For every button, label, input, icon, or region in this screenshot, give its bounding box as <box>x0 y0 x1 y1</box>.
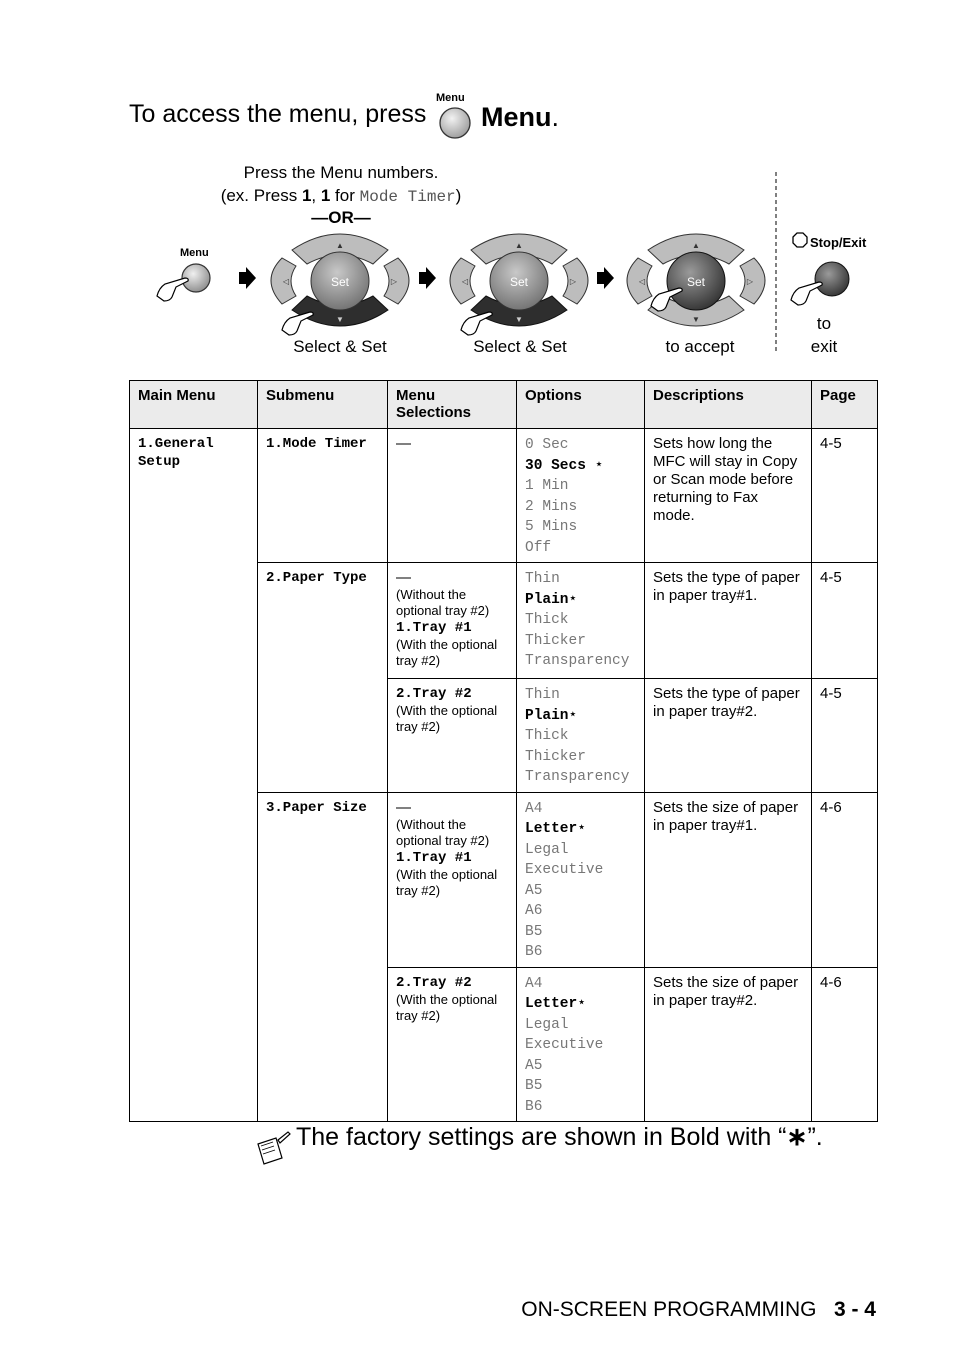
header-page: Page <box>812 381 878 429</box>
factory-default-star-icon: ∗ <box>786 1123 808 1151</box>
svg-text:▲: ▲ <box>515 241 523 250</box>
instruction-line-1: Press the Menu numbers. <box>243 163 439 182</box>
caption-select-set-1: Select & Set <box>293 337 387 356</box>
submenu-cell: 2.Paper Type <box>258 563 388 793</box>
options-cell: 0 Sec 30 Secs ⋆ 1 Min 2 Mins 5 Mins Off <box>517 429 645 563</box>
selection-cell: — (Without the optional tray #2) 1.Tray #1 (With the optional tray #2) <box>388 563 517 679</box>
svg-text:◁: ◁ <box>461 277 469 286</box>
svg-text:▲: ▲ <box>692 241 700 250</box>
note-pencil-icon <box>254 1130 292 1168</box>
page-cell: 4-6 <box>812 967 878 1122</box>
factory-default-star-icon: ⋆ <box>568 707 578 724</box>
caption-select-set-2: Select & Set <box>473 337 567 356</box>
factory-settings-note: The factory settings are shown in Bold with “∗”. <box>296 1123 823 1151</box>
factory-default-star-icon: ⋆ <box>568 591 578 608</box>
menu-key-label: Menu <box>180 247 209 259</box>
svg-text:Set: Set <box>509 275 529 289</box>
menu-table <box>129 380 878 1122</box>
options-cell: Thin Plain⋆ Thick Thicker Transparency <box>517 679 645 793</box>
header-options: Options <box>517 381 645 429</box>
header-descriptions: Descriptions <box>645 381 812 429</box>
nav-pad-3-icon <box>627 234 765 326</box>
arrow-right-icon <box>239 267 614 289</box>
header-submenu: Submenu <box>258 381 388 429</box>
menu-key-heading-label: Menu <box>436 92 465 104</box>
svg-text:Set: Set <box>686 275 706 289</box>
stop-exit-label: Stop/Exit <box>810 235 867 250</box>
description-cell: Sets the size of paper in paper tray#2. <box>645 967 812 1122</box>
page-cell: 4-5 <box>812 563 878 679</box>
caption-to: to <box>816 314 832 333</box>
svg-text:▷: ▷ <box>390 277 398 286</box>
submenu-cell: 3.Paper Size <box>258 792 388 1122</box>
nav-pad-1-icon <box>271 234 409 335</box>
svg-text:◁: ◁ <box>282 277 290 286</box>
heading-prefix: To access the menu, press <box>129 100 427 128</box>
footer-section: ON-SCREEN PROGRAMMING <box>521 1298 817 1321</box>
table-row <box>130 429 878 563</box>
page-cell: 4-6 <box>812 792 878 967</box>
svg-text:▷: ▷ <box>569 277 577 286</box>
pointing-hand-icon <box>157 278 188 301</box>
svg-text:Set: Set <box>330 275 350 289</box>
options-cell: A4 Letter⋆ Legal Executive A5 B5 B6 <box>517 967 645 1122</box>
heading-bold-menu: Menu. <box>481 102 560 132</box>
nav-pad-2-icon <box>450 234 588 335</box>
factory-default-star-icon: ⋆ <box>577 996 586 1012</box>
selection-cell: — <box>388 429 517 563</box>
svg-text:▲: ▲ <box>336 241 344 250</box>
options-cell: A4 Letter⋆ Legal Executive A5 A6 B5 B6 <box>517 792 645 967</box>
or-separator: —OR— <box>311 208 371 227</box>
page-cell: 4-5 <box>812 679 878 793</box>
svg-text:▷: ▷ <box>746 277 754 286</box>
header-menu-selections: Menu Selections <box>388 381 517 429</box>
submenu-cell: 1.Mode Timer <box>258 429 388 563</box>
main-menu-cell: 1.General Setup <box>130 429 258 1122</box>
options-cell: Thin Plain⋆ Thick Thicker Transparency <box>517 563 645 679</box>
selection-cell: 2.Tray #2 (With the optional tray #2) <box>388 967 517 1122</box>
svg-text:▼: ▼ <box>515 315 523 324</box>
selection-cell: — (Without the optional tray #2) 1.Tray #1 (With the optional tray #2) <box>388 792 517 967</box>
svg-text:▼: ▼ <box>336 315 344 324</box>
description-cell: Sets the type of paper in paper tray#1. <box>645 563 812 679</box>
header-main-menu: Main Menu <box>130 381 258 429</box>
svg-text:▼: ▼ <box>692 315 700 324</box>
factory-default-star-icon: ⋆ <box>594 457 604 474</box>
caption-to-accept: to accept <box>665 337 735 356</box>
footer-page-number: 3 - 4 <box>833 1298 876 1321</box>
instruction-line-2: (ex. Press 1, 1 for Mode Timer) <box>220 186 462 206</box>
svg-text:◁: ◁ <box>638 277 646 286</box>
description-cell: Sets the type of paper in paper tray#2. <box>645 679 812 793</box>
description-cell: Sets how long the MFC will stay in Copy or Scan mode before returning to Fax mode. <box>645 429 812 563</box>
page-cell: 4-5 <box>812 429 878 563</box>
selection-cell: 2.Tray #2 (With the optional tray #2) <box>388 679 517 793</box>
table-header-row <box>130 381 878 429</box>
description-cell: Sets the size of paper in paper tray#1. <box>645 792 812 967</box>
caption-exit: exit <box>810 337 838 356</box>
factory-default-star-icon: ⋆ <box>577 821 586 837</box>
page-footer <box>521 1298 876 1322</box>
